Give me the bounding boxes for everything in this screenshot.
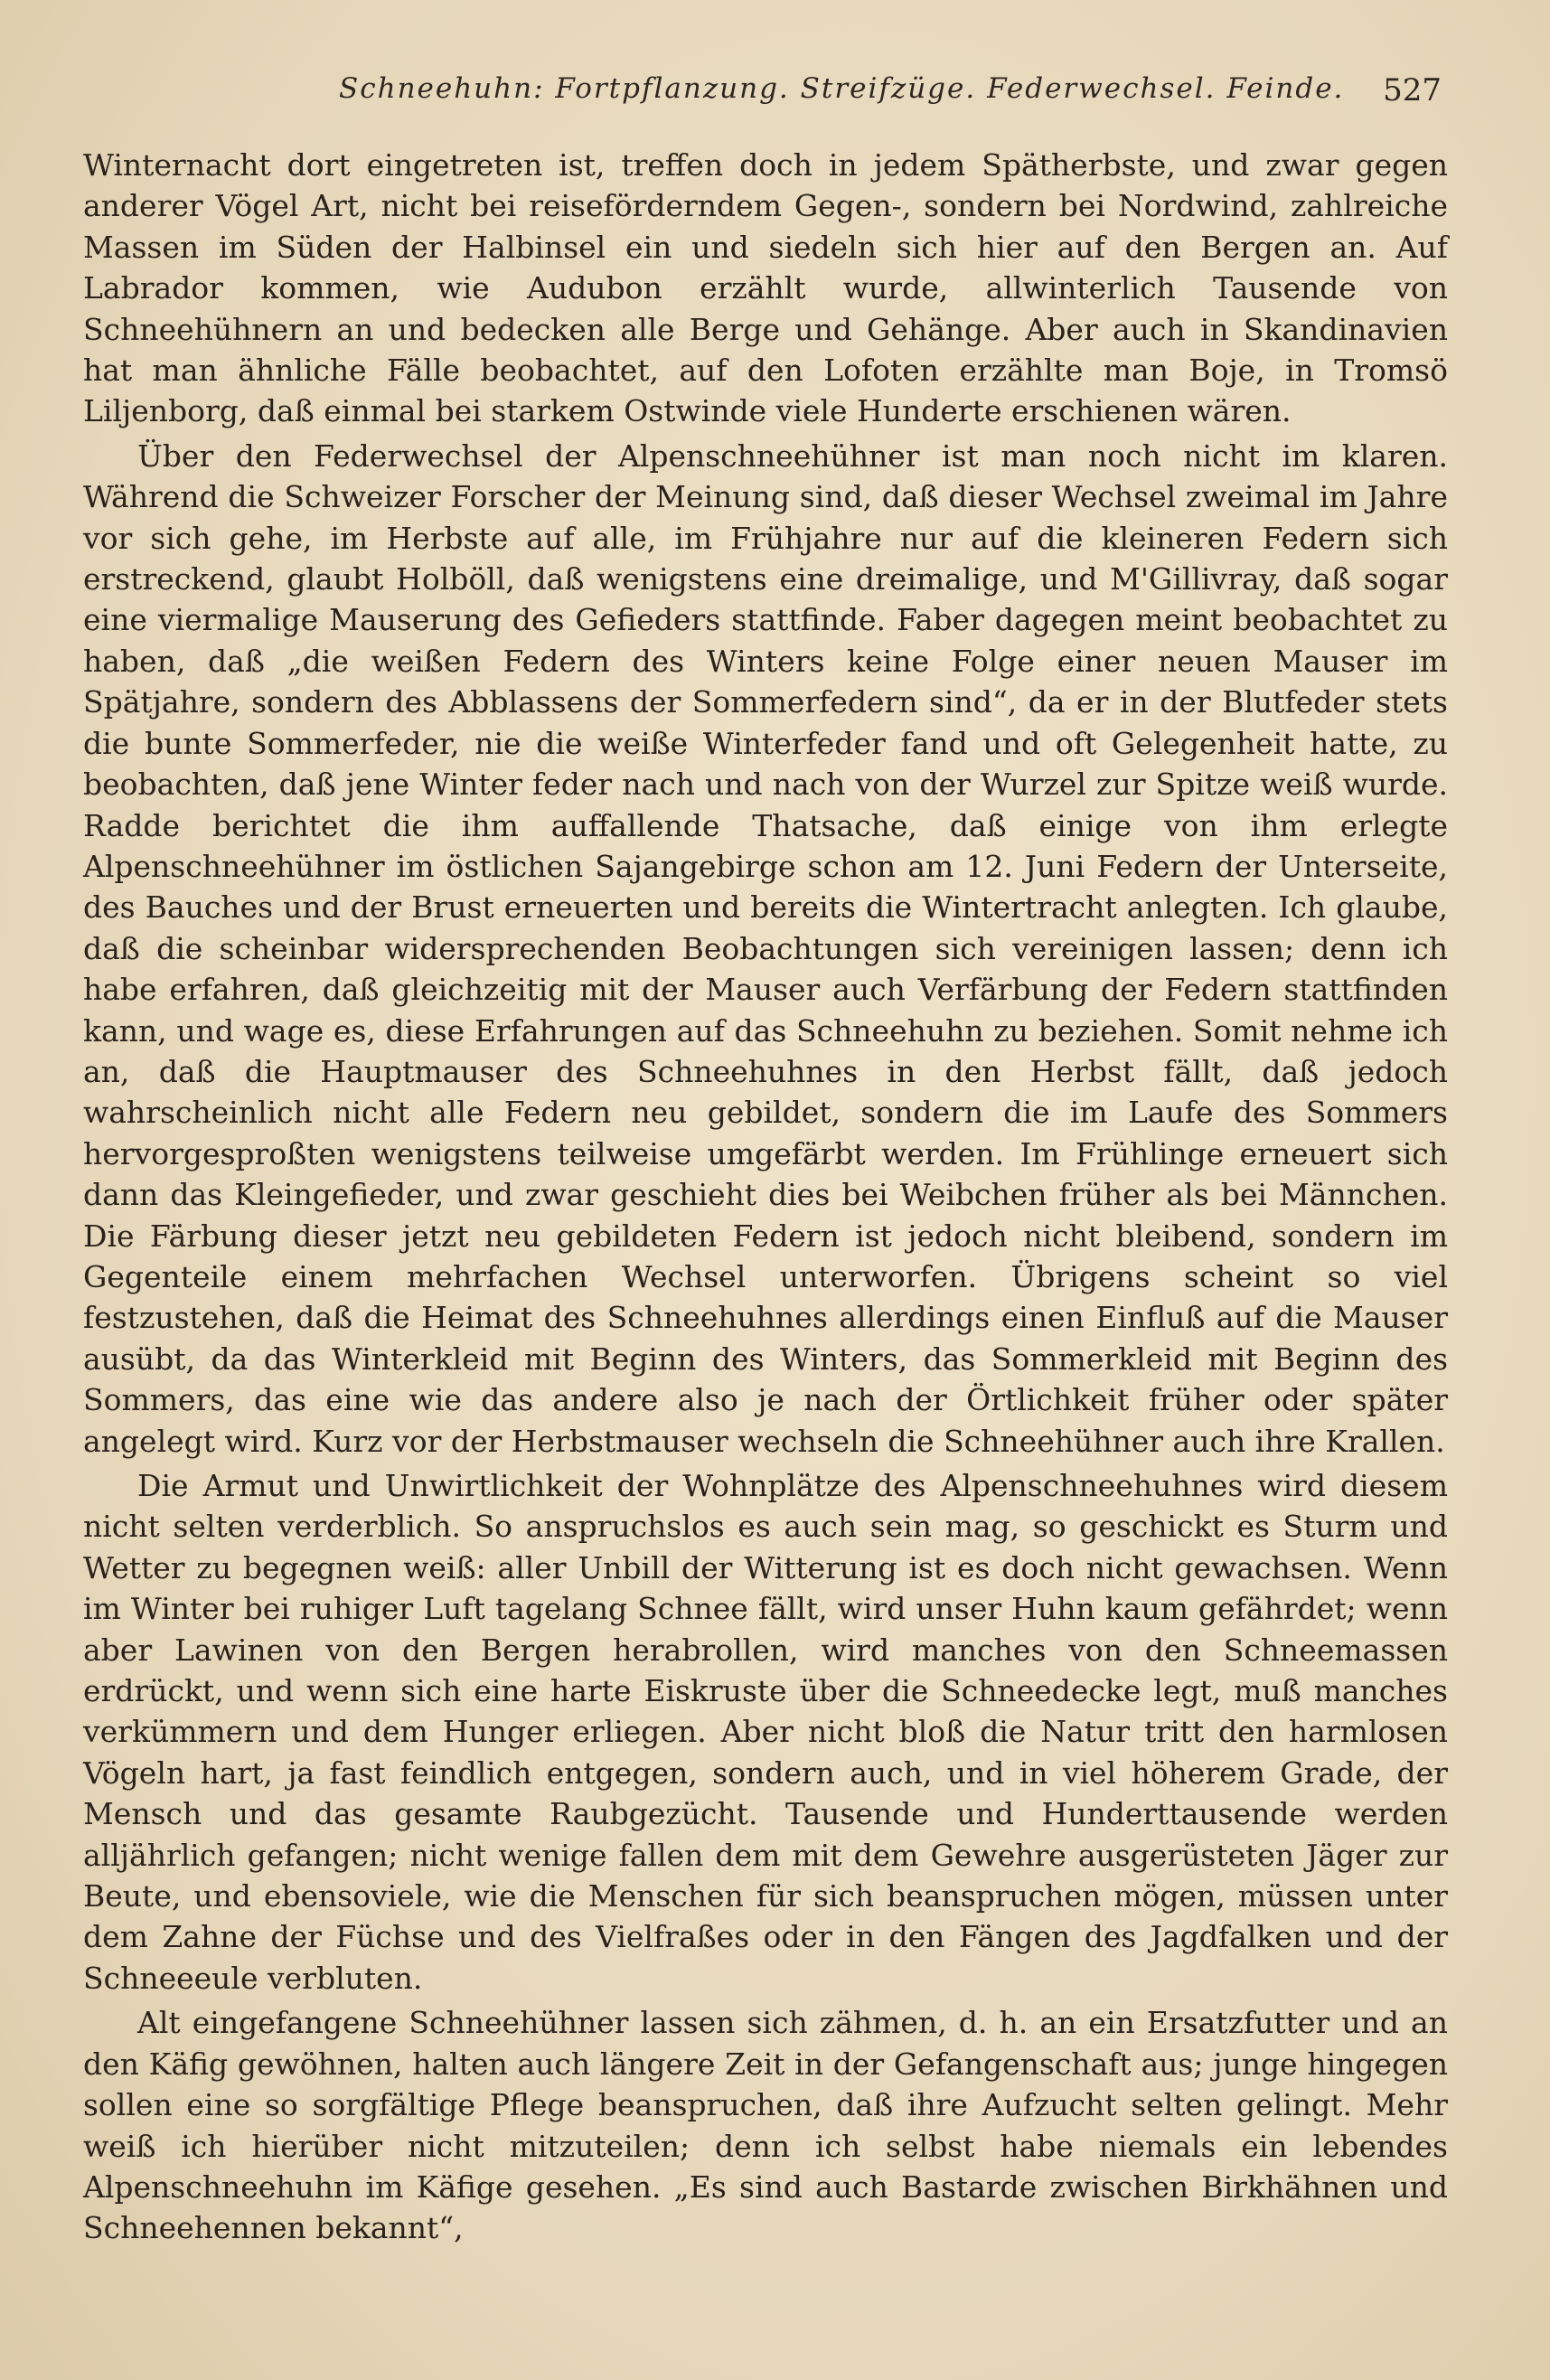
paragraph-feinde: Die Armut und Unwirtlichkeit der Wohnplätze des Alpenschneehuhnes wird diesem nicht selten verderblich. So anspruchslos es auch sein mag, so geschickt es Sturm und Wetter zu begegnen weiß: aller Unbill der Witterung ist es doch nicht gewachsen. Wenn im Winter bei ruhiger Luft tagelang Schnee fällt, wird unser Huhn kaum gefährdet; wenn aber Lawinen von den Bergen herabrollen, wird manches von den Schneemassen erdrückt, und wenn sich eine harte Eiskruste über die Schneedecke legt, muß manches verkümmern und dem Hunger erliegen. Aber nicht bloß die Natur tritt den harmlosen Vögeln hart, ja fast feindlich entgegen, sondern auch, und in viel höherem Grade, der Mensch und das gesamte Raubgezücht. Tausende und Hunderttausende werden alljährlich gefangen; nicht wenige fallen dem mit dem Gewehre ausgerüsteten Jäger zur Beute, und ebensoviele, wie die Menschen für sich beanspruchen mögen, müssen unter dem Zahne der Füchse und des Vielfraßes oder in den Fängen des Jagdfalken und der Schneeeule verbluten. (83, 1468, 1448, 1996)
paragraph-gefangenschaft: Alt eingefangene Schneehühner lassen sich zähmen, d. h. an ein Ersatzfutter und an den Käfig gewöhnen, halten auch längere Zeit in der Gefangenschaft aus; junge hingegen sollen eine so sorgfältige Pflege beanspruchen, daß ihre Aufzucht selten gelingt. Mehr weiß ich hierüber nicht mitzuteilen; denn ich selbst habe niemals ein lebendes Alpenschneehuhn im Käfige gesehen. „Es sind auch Bastarde zwischen Birkhähnen und Schneehennen bekannt“, (83, 2005, 1448, 2246)
paragraph-federwechsel: Über den Federwechsel der Alpenschneehühner ist man noch nicht im klaren. Während die Schweizer Forscher der Meinung sind, daß dieser Wechsel zweimal im Jahre vor sich gehe, im Herbste auf alle, im Frühjahre nur auf die kleineren Federn sich erstreckend, glaubt Holböll, daß wenigstens eine dreimalige, und M'Gillivray, daß sogar eine viermalige Mauserung des Gefieders stattfinde. Faber dagegen meint beobachtet zu haben, daß „die weißen Federn des Winters keine Folge einer neuen Mauser im Spätjahre, sondern des Abblassens der Sommerfedern sind“, da er in der Blutfeder stets die bunte Sommerfeder, nie die weiße Winterfeder fand und oft Gelegenheit hatte, zu beobachten, daß jene Winter feder nach und nach von der Wurzel zur Spitze weiß wurde. Radde berichtet die ihm auffallende Thatsache, daß einige von ihm erlegte Alpenschneehühner im östlichen Sajangebirge schon am 12. Juni Federn der Unterseite, des Bauches und der Brust erneuerten und bereits die Wintertracht anlegten. Ich glaube, daß die scheinbar widersprechenden Beobachtungen sich vereinigen lassen; denn ich habe erfahren, daß gleichzeitig mit der Mauser auch Verfärbung der Federn stattfinden kann, und wage es, diese Erfahrungen auf das Schneehuhn zu beziehen. Somit nehme ich an, daß die Hauptmauser des Schneehuhnes in den Herbst fällt, daß jedoch wahrscheinlich nicht alle Federn neu gebildet, sondern die im Laufe des Sommers hervorgesproßten wenigstens teilweise umgefärbt werden. Im Frühlinge erneuert sich dann das Kleingefieder, und zwar geschieht dies bei Weibchen früher als bei Männchen. Die Färbung dieser jetzt neu gebildeten Federn ist jedoch nicht bleibend, sondern im Gegenteile einem mehrfachen Wechsel unterworfen. Übrigens scheint so viel festzustehen, daß die Heimat des Schneehuhnes allerdings einen Einfluß auf die Mauser ausübt, da das Winterkleid mit Beginn des Winters, das Sommerkleid mit Beginn des Sommers, das eine wie das andere also je nach der Örtlichkeit früher oder später angelegt wird. Kurz vor der Herbstmauser wechseln die Schneehühner auch ihre Krallen. (83, 437, 1448, 1459)
body-text (83, 145, 1448, 2249)
page-header (339, 72, 1469, 118)
running-head: Schneehuhn: Fortpflanzung. Streifzüge. Federwechsel. Feinde. (339, 72, 1345, 105)
page-number: 527 (1383, 72, 1442, 108)
paragraph-continued: Winternacht dort eingetreten ist, treffen doch in jedem Spätherbste, und zwar gegen anderer Vögel Art, nicht bei reiseförderndem Gegen-, sondern bei Nordwind, zahlreiche Massen im Süden der Halbinsel ein und siedeln sich hier auf den Bergen an. Auf Labrador kommen, wie Audubon erzählt wurde, allwinterlich Tausende von Schneehühnern an und bedecken alle Berge und Gehänge. Aber auch in Skandinavien hat man ähnliche Fälle beobachtet, auf den Lofoten erzählte man Boje, in Tromsö Liljenborg, daß einmal bei starkem Ostwinde viele Hunderte erschienen wären. (83, 147, 1448, 429)
